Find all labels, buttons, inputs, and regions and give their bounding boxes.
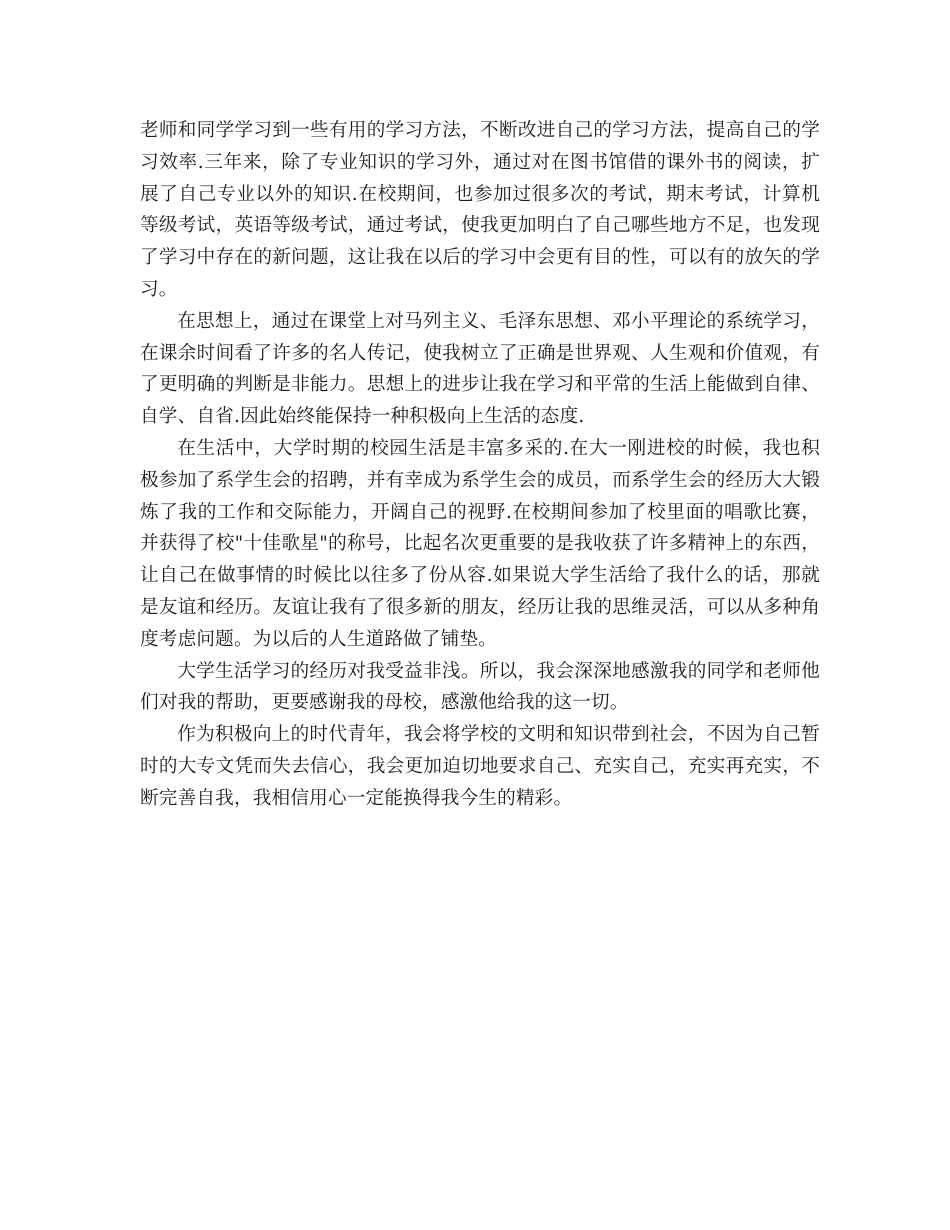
paragraph-study-continued: 老师和同学学习到一些有用的学习方法，不断改进自己的学习方法，提高自己的学习效率.三年来，除了专业知识的学习外，通过对在图书馆借的课外书的阅读，扩展了自己专业以外的知识.在校期间，也参加过很多次的考试，期末考试，计算机等级考试，英语等级考试，通过考试，使我更加明白了自己哪些地方不足，也发现了学习中存在的新问题，这让我在以后的学习中会更有目的性，可以有的放矢的学习。	[140, 120, 820, 300]
paragraph-future: 作为积极向上的时代青年，我会将学校的文明和知识带到社会，不因为自己暂时的大专文凭而失去信心，我会更加迫切地要求自己、充实自己，充实再充实，不断完善自我，我相信用心一定能换得我今生的精彩。	[140, 724, 820, 809]
paragraph-gratitude: 大学生活学习的经历对我受益非浅。所以，我会深深地感激我的同学和老师他们对我的帮助，更要感谢我的母校，感激他给我的这一切。	[140, 660, 820, 714]
paragraph-life: 在生活中，大学时期的校园生活是丰富多采的.在大一刚进校的时候，我也积极参加了系学生会的招聘，并有幸成为系学生会的成员，而系学生会的经历大大锻炼了我的工作和交际能力，开阔自己的视野.在校期间参加了校里面的唱歌比赛，并获得了校"十佳歌星"的称号，比起名次更重要的是我收获了许多精神上的东西，让自己在做事情的时候比以往多了份从容.如果说大学生活给了我什么的话，那就是友谊和经历。友谊让我有了很多新的朋友，经历让我的思维灵活，可以从多种角度考虑问题。为以后的人生道路做了铺垫。	[140, 437, 820, 650]
paragraph-ideology: 在思想上，通过在课堂上对马列主义、毛泽东思想、邓小平理论的系统学习，在课余时间看了许多的名人传记，使我树立了正确是世界观、人生观和价值观，有了更明确的判断是非能力。思想上的进步让我在学习和平常的生活上能做到自律、自学、自省.因此始终能保持一种积极向上生活的态度.	[140, 310, 820, 428]
document-body	[140, 115, 820, 815]
